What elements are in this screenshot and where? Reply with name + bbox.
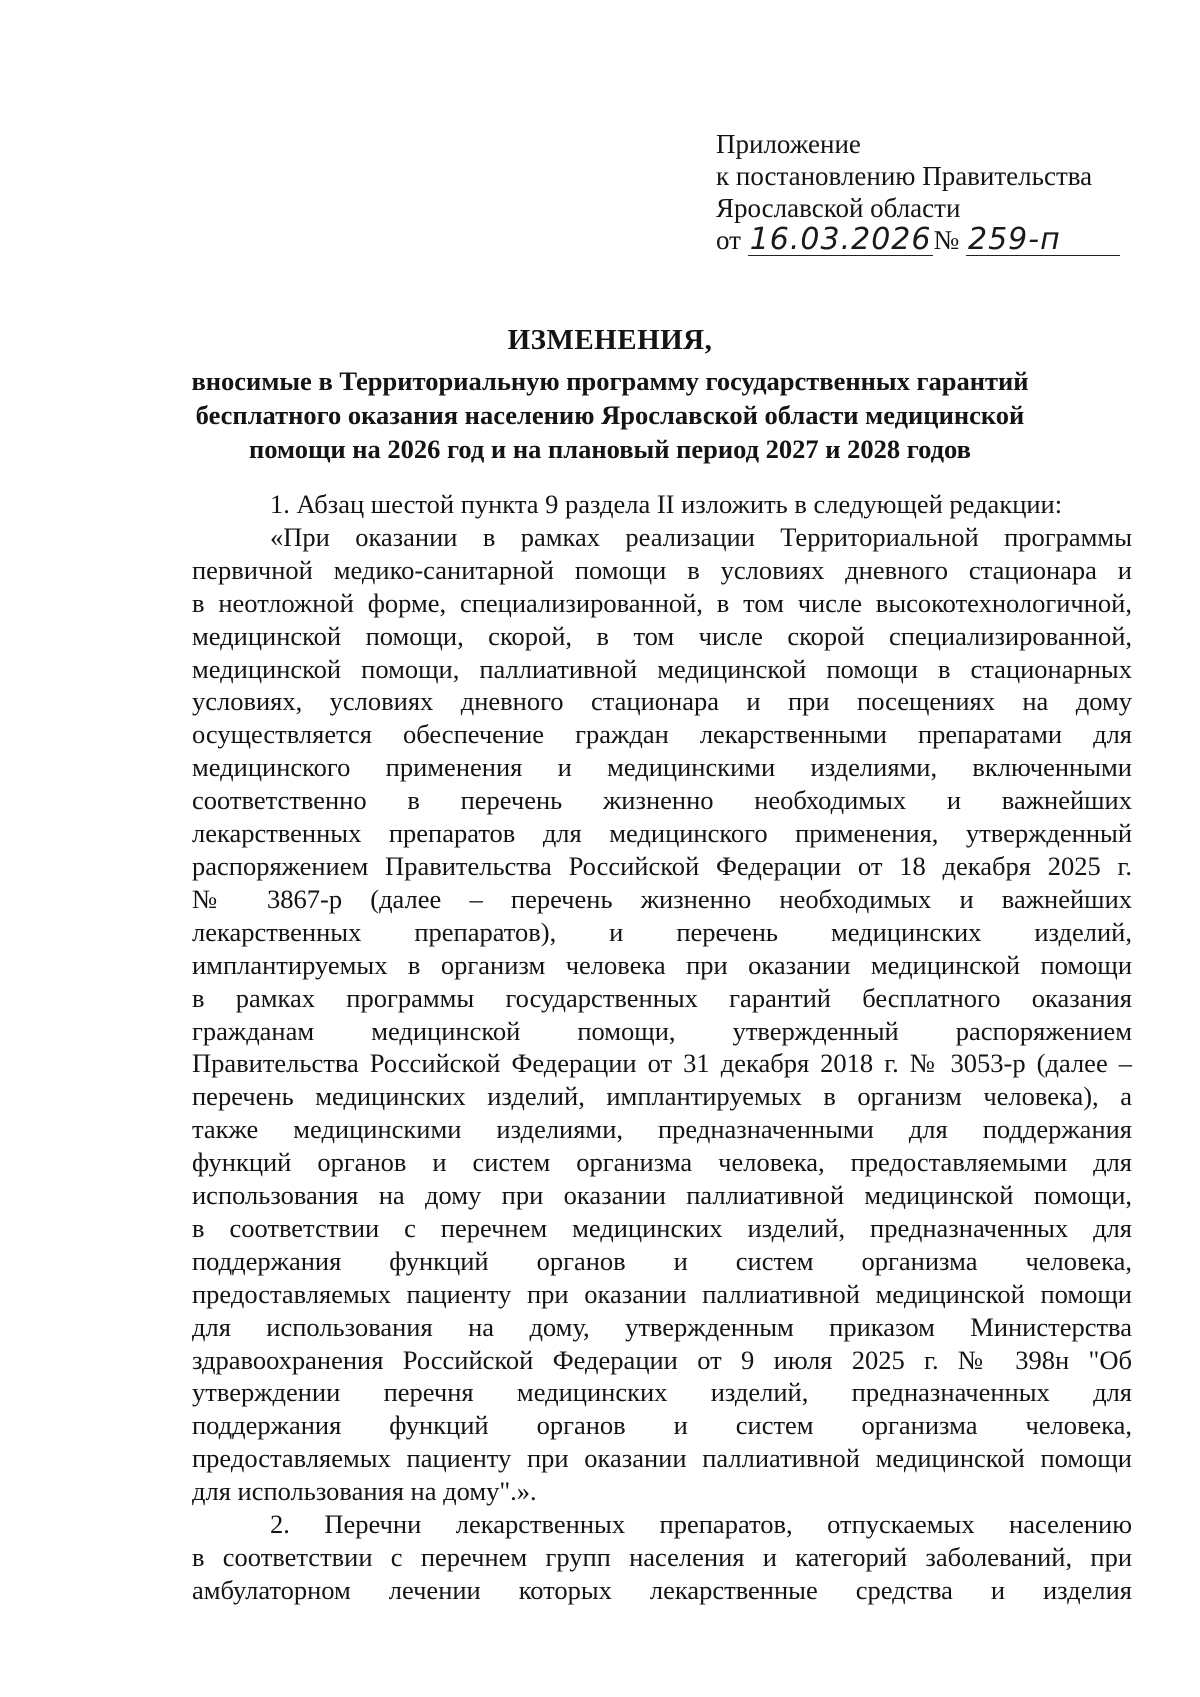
body-line: предоставляемых пациенту при оказании паллиативной медицинской помощи <box>192 1278 1132 1309</box>
body-line: условиях, условиях дневного стационара и при посещениях на дому <box>192 686 1132 717</box>
document-body <box>192 488 1132 1607</box>
approval-region-label: Ярославской области <box>716 193 961 223</box>
approval-date-number-row <box>716 224 1156 256</box>
body-line: в рамках программы государственных гарантий бесплатного оказания <box>192 982 1132 1013</box>
approval-block <box>716 128 1156 256</box>
title-heading: ИЗМЕНЕНИЯ, <box>507 324 713 356</box>
title-sub-line: бесплатного оказания населению Ярославской области медицинской <box>195 400 1025 430</box>
body-line: в соответствии с перечнем групп населения и категорий заболеваний, при <box>192 1542 1132 1572</box>
body-line: Правительства Российской Федерации от 31 декабря 2018 г. № 3053-р (далее – <box>192 1048 1132 1079</box>
document-title <box>130 322 1090 466</box>
body-line: амбулаторном лечении которых лекарственные средства и изделия <box>192 1574 1132 1605</box>
approval-resolution-label: к постановлению Правительства <box>716 161 1093 191</box>
body-line: гражданам медицинской помощи, утвержденный распоряжением <box>192 1015 1132 1046</box>
title-sub-line: помощи на 2026 год и на плановый период 2027 и 2028 годов <box>249 434 971 464</box>
approval-from-label: от <box>716 225 741 255</box>
approval-number-handwritten: 259-п <box>966 225 1120 256</box>
body-line: 1. Абзац шестой пункта 9 раздела II изложить в следующей редакции: <box>270 489 1063 519</box>
body-line: медицинской помощи, паллиативной медицинской помощи в стационарных <box>192 653 1132 684</box>
body-line: распоряжением Правительства Российской Федерации от 18 декабря 2025 г. <box>192 850 1132 881</box>
approval-date-handwritten: 16.03.2026 <box>749 222 932 257</box>
body-line: поддержания функций органов и систем организма человека, <box>192 1245 1132 1276</box>
body-line: первичной медико-санитарной помощи в условиях дневного стационара и <box>192 554 1132 585</box>
body-line: предоставляемых пациенту при оказании паллиативной медицинской помощи <box>192 1443 1132 1474</box>
body-line: «При оказании в рамках реализации Территориальной программы <box>270 521 1132 552</box>
body-line: в неотложной форме, специализированной, в том числе высокотехнологичной, <box>192 587 1132 618</box>
body-line: поддержания функций органов и систем организма человека, <box>192 1410 1132 1441</box>
body-line: соответственно в перечень жизненно необходимых и важнейших <box>192 785 1132 816</box>
title-subheading <box>130 364 1090 466</box>
body-line: утверждении перечня медицинских изделий, предназначенных для <box>192 1377 1132 1408</box>
body-line: здравоохранения Российской Федерации от 9 июля 2025 г. № 398н "Об <box>192 1344 1132 1375</box>
body-line: имплантируемых в организм человека при оказании медицинской помощи <box>192 949 1132 980</box>
body-line: медицинского применения и медицинскими изделиями, включенными <box>192 752 1132 783</box>
body-line: также медицинскими изделиями, предназначенными для поддержания <box>192 1114 1132 1145</box>
approval-appendix-label: Приложение <box>716 129 861 159</box>
body-line: для использования на дому, утвержденным приказом Министерства <box>192 1311 1132 1342</box>
body-line: функций органов и систем организма человека, предоставляемыми для <box>192 1147 1132 1178</box>
body-line: лекарственных препаратов), и перечень медицинских изделий, <box>192 916 1132 947</box>
body-line: в соответствии с перечнем медицинских изделий, предназначенных для <box>192 1212 1132 1243</box>
body-line: лекарственных препаратов для медицинского применения, утвержденный <box>192 818 1132 849</box>
body-line: для использования на дому".». <box>192 1476 537 1507</box>
body-line: № 3867-р (далее – перечень жизненно необходимых и важнейших <box>192 883 1132 914</box>
body-line: перечень медицинских изделий, имплантируемых в организм человека), а <box>192 1081 1132 1112</box>
title-sub-line: вносимые в Территориальную программу государственных гарантий <box>191 366 1029 396</box>
body-line: использования на дому при оказании паллиативной медицинской помощи, <box>192 1180 1132 1211</box>
body-line: осуществляется обеспечение граждан лекарственными препаратами для <box>192 719 1132 750</box>
body-line: 2. Перечни лекарственных препаратов, отпускаемых населению <box>270 1509 1132 1540</box>
approval-number-label: № <box>933 225 960 255</box>
body-line: медицинской помощи, скорой, в том числе скорой специализированной, <box>192 620 1132 651</box>
